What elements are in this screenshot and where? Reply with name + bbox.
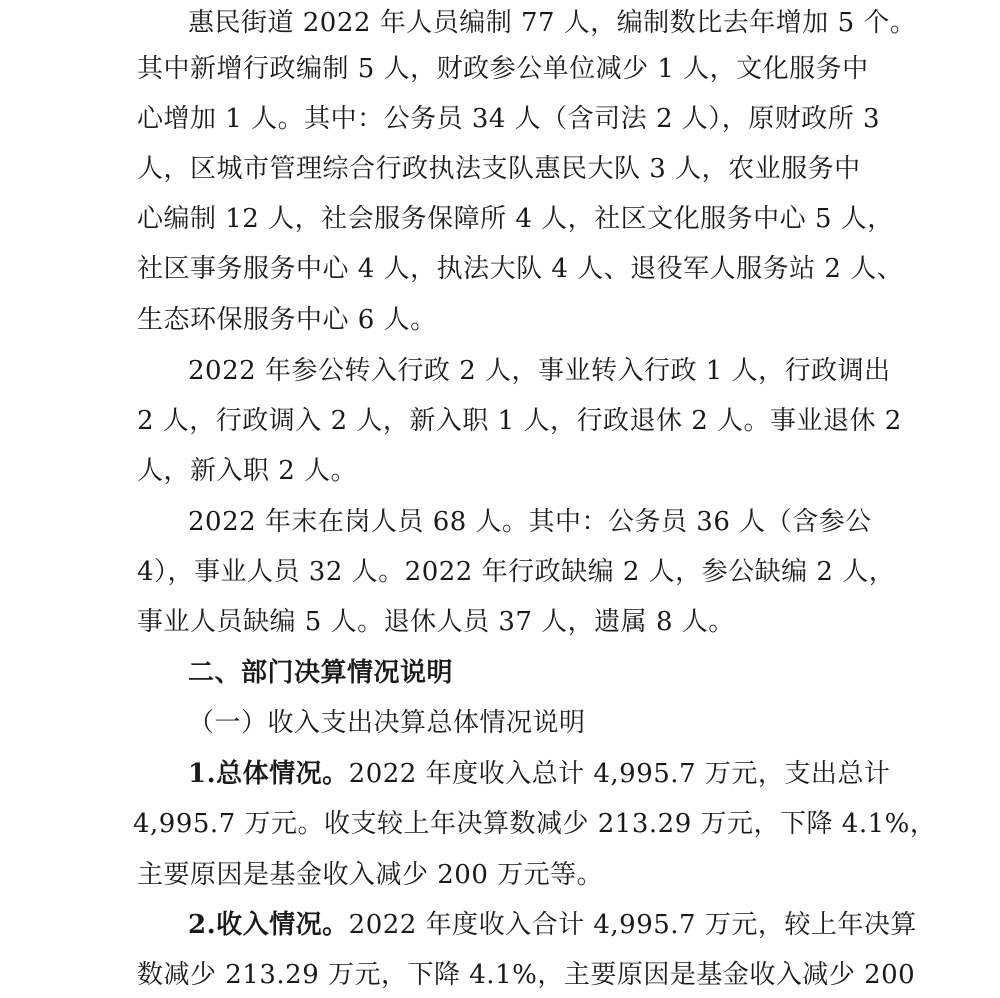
paragraph-line: 4,995.7 万元。收支较上年决算数减少 213.29 万元，下降 4.1%，	[133, 809, 937, 839]
paragraph-line: 其中新增行政编制 5 人，财政参公单位减少 1 人，文化服务中	[137, 54, 869, 84]
paragraph-line: 数减少 213.29 万元，下降 4.1%，主要原因是基金收入减少 200	[137, 960, 916, 990]
paragraph-line: 2 人，行政调入 2 人，新入职 1 人，行政退休 2 人。事业退休 2	[137, 406, 902, 436]
section-heading: 二、部门决算情况说明	[188, 658, 454, 688]
paragraph-line: 生态环保服务中心 6 人。	[137, 305, 437, 335]
item2-label: 2.收入情况。	[188, 910, 349, 940]
paragraph-line: 2022 年末在岗人员 68 人。其中：公务员 36 人（含参公	[188, 507, 872, 537]
item1-label: 1.总体情况。	[188, 759, 349, 789]
paragraph-line: 心增加 1 人。其中：公务员 34 人（含司法 2 人），原财政所 3	[137, 104, 881, 134]
subsection-heading: （一）收入支出决算总体情况说明	[188, 708, 586, 738]
paragraph-line: 事业人员缺编 5 人。退休人员 37 人，遗属 8 人。	[137, 607, 735, 637]
paragraph-line: 4），事业人员 32 人。2022 年行政缺编 2 人，参公缺编 2 人，	[137, 557, 896, 587]
item1-text: 2022 年度收入总计 4,995.7 万元，支出总计	[348, 759, 891, 789]
item2-text: 2022 年度收入合计 4,995.7 万元，较上年决算	[348, 910, 917, 940]
paragraph-line: 人，新入职 2 人。	[137, 456, 358, 486]
item1-first-line	[188, 751, 890, 797]
paragraph-line: 社区事务服务中心 4 人，执法大队 4 人、退役军人服务站 2 人、	[137, 254, 904, 284]
item2-first-line	[188, 902, 917, 948]
paragraph-line: 2022 年参公转入行政 2 人，事业转入行政 1 人，行政调出	[188, 356, 891, 386]
paragraph-line: 心编制 12 人，社会服务保障所 4 人，社区文化服务中心 5 人，	[137, 204, 894, 234]
paragraph-line: 惠民街道 2022 年人员编制 77 人，编制数比去年增加 5 个。	[188, 8, 917, 38]
paragraph-line: 主要原因是基金收入减少 200 万元等。	[137, 860, 604, 890]
paragraph-line: 人，区城市管理综合行政执法支队惠民大队 3 人，农业服务中	[137, 154, 861, 184]
